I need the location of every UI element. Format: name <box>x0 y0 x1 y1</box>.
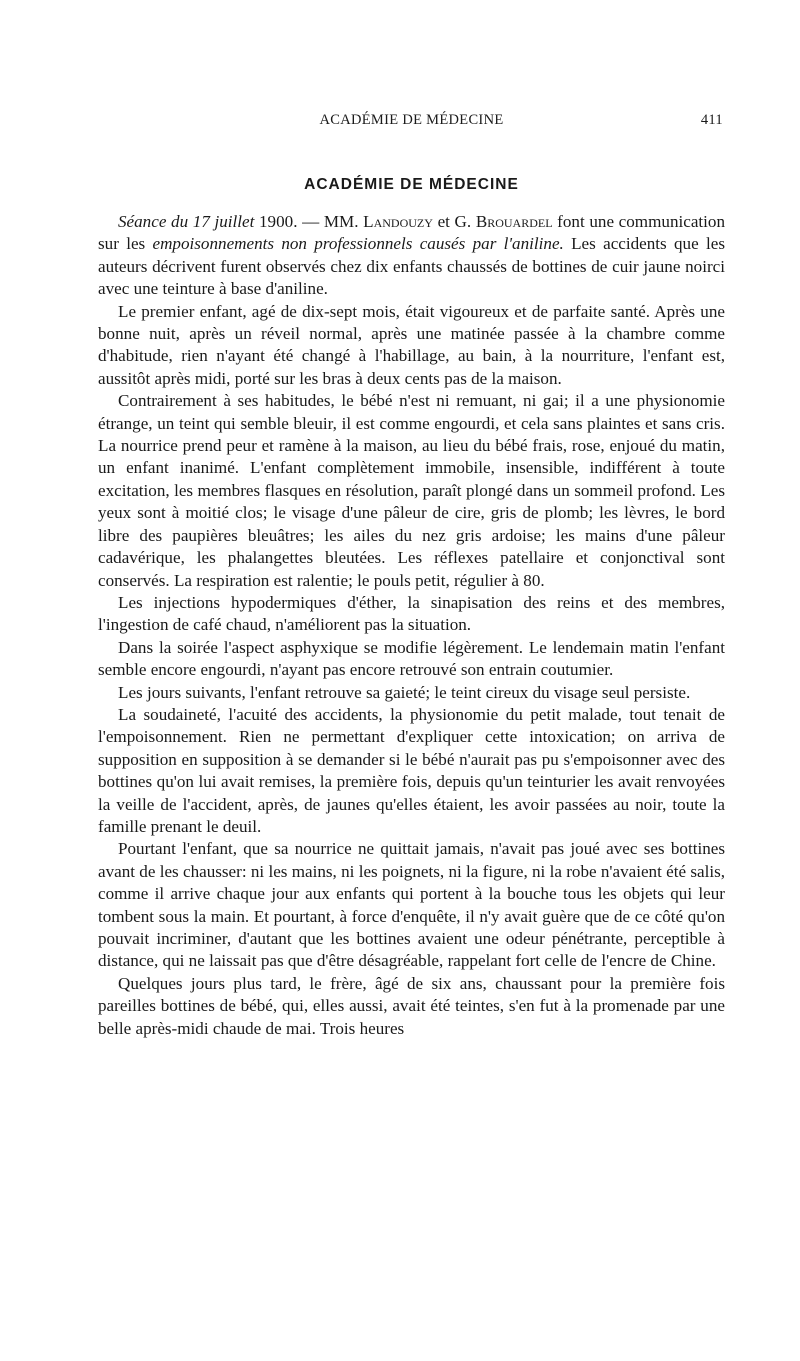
document-page <box>98 112 725 1040</box>
paragraph-7: La soudaineté, l'acuité des accidents, la physionomie du petit malade, tout tenait de l'empoisonnement. Rien ne permettant d'expliquer cette intoxication; on arriva de supposition en supposition à se demander si le bébé n'aurait pas pu s'empoisonner avec des bottines qu'on lui avait remises, la première fois, depuis qu'un teinturier les avait renvoyées la veille de l'accident, après, de jaunes qu'elles étaient, les avoir passées au noir, toute la famille prenant le deuil. <box>98 704 725 836</box>
paragraph-5: Dans la soirée l'aspect asphyxique se modifie légèrement. Le lendemain matin l'enfant semble encore engourdi, n'ayant pas encore retrouvé son entrain coutumier. <box>98 637 725 680</box>
paragraph-2: Le premier enfant, agé de dix-sept mois, était vigoureux et de parfaite santé. Après une bonne nuit, après un réveil normal, après une matinée passée à la chambre comme d'habitude, rien n'ayant été changé à l'habillage, au bain, à la nourriture, l'enfant est, aussitôt après midi, porté sur les bras à deux cents pas de la maison. <box>98 301 725 388</box>
author-landouzy: Landouzy <box>363 212 433 231</box>
communication-topic: empoisonnements non professionnels causés par l'aniline. <box>152 234 564 254</box>
page-number: 411 <box>700 112 723 128</box>
communication-text: font une communication sur les <box>98 212 726 254</box>
seance-year: 1900. — MM. <box>254 212 364 231</box>
author-conjunction: et G. <box>432 212 476 231</box>
section-title: ACADÉMIE DE MÉDECINE <box>304 176 519 193</box>
running-header <box>98 112 725 134</box>
paragraph-9: Quelques jours plus tard, le frère, âgé de six ans, chaussant pour la première fois pareilles bottines de bébé, qui, elles aussi, avait été teintes, s'en fut à la promenade par une belle après-midi chaude de mai. Trois heures <box>98 973 725 1038</box>
paragraph-3: Contrairement à ses habitudes, le bébé n'est ni remuant, ni gai; il a une physionomie étrange, un teint qui semble bleuir, il est comme engourdi, et cela sans plaintes et sans cris. La nourrice prend peur et ramène à la maison, au lieu du bébé frais, rose, enjoué du matin, un enfant inanimé. L'enfant complètement immobile, insensible, indifférent à toute excitation, les membres flasques en résolution, paraît plongé dans un sommeil profond. Les yeux sont à moitié clos; le visage d'une pâleur de cire, gris de plomb; les lèvres, le bord libre des paupières bleuâtres; les ailes du nez gris ardoise; les mains d'une pâleur cadavérique, les phalangettes bleutées. Les réflexes patellaire et conjonctival sont conservés. La respiration est ralentie; le pouls petit, régulier à 80. <box>98 391 725 590</box>
paragraph-1 <box>98 211 725 301</box>
paragraph-6: Les jours suivants, l'enfant retrouve sa gaieté; le teint cireux du visage seul persiste. <box>118 682 691 702</box>
article-body <box>98 211 725 1040</box>
paragraph-1-rest: Les accidents que les auteurs décrivent furent observés chez dix enfants chaussés de bottines de cuir jaune noirci avec une teinture à base d'aniline. <box>98 234 725 299</box>
paragraph-4: Les injections hypodermiques d'éther, la sinapisation des reins et des membres, l'ingestion de café chaud, n'améliorent pas la situation. <box>98 592 725 635</box>
running-title: ACADÉMIE DE MÉDECINE <box>319 112 504 128</box>
author-brouardel: Brouardel <box>475 212 553 231</box>
paragraph-8: Pourtant l'enfant, que sa nourrice ne quittait jamais, n'avait pas joué avec ses bottines avant de les chausser: ni les mains, ni les poignets, ni la figure, ni la robe n'avaient été salis, comme il arrive chaque jour aux enfants qui portent à la bouche tous les objets qui leur tombent sous la main. Et pourtant, à force d'enquête, il n'y avait guère que de ce côté qu'on pouvait incriminer, d'autant que les bottines avaient une odeur pénétrante, perceptible à distance, qui ne laissait pas que d'être désagréable, rappelant fort celle de l'encre de Chine. <box>98 839 725 971</box>
seance-label: Séance du 17 juillet <box>118 212 255 231</box>
